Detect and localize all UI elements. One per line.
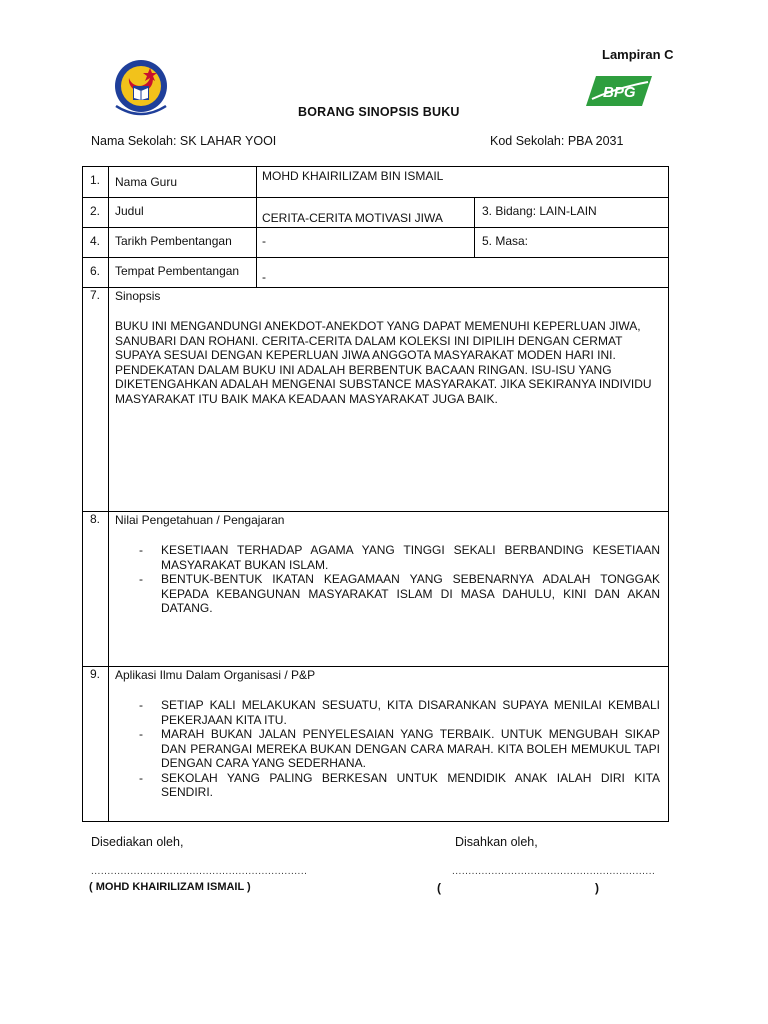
form-row-application bbox=[83, 667, 669, 822]
application-label: Aplikasi Ilmu Dalam Organisasi / P&P bbox=[115, 668, 316, 682]
row-number: 8. bbox=[83, 512, 109, 667]
approved-by-label: Disahkan oleh, bbox=[455, 835, 538, 849]
list-item: - SEKOLAH YANG PALING BERKESAN UNTUK MENDIDIK ANAK IALAH DIRI KITA SENDIRI. bbox=[139, 771, 660, 800]
synopsis-paragraph: PENDEKATAN DALAM BUKU INI ADALAH BERBENTUK BACAAN RINGAN. ISU-ISU YANG DIKETENGAHKAN ADALAH MENGENAI SUBSTANCE MASYARAKAT. JIKA SEKIRANYA INDIVIDU MASYARAKAT ITU BAIK MAKA KEADAAN MASYARAKAT JUGA BAIK. bbox=[115, 362, 652, 406]
teacher-name-label: Nama Guru bbox=[109, 167, 257, 198]
form-row-title bbox=[83, 198, 669, 228]
time-field[interactable]: 5. Masa: bbox=[475, 228, 669, 258]
presentation-venue-label: Tempat Pembentangan bbox=[109, 258, 257, 288]
teacher-name-value[interactable]: MOHD KHAIRILIZAM BIN ISMAIL bbox=[257, 167, 669, 198]
form-row-teacher bbox=[83, 167, 669, 198]
school-name: Nama Sekolah: SK LAHAR YOOI bbox=[91, 134, 277, 148]
prepared-by-name: ( MOHD KHAIRILIZAM ISMAIL ) bbox=[89, 881, 251, 893]
row-number: 7. bbox=[83, 288, 109, 512]
synopsis-form-table bbox=[82, 166, 669, 822]
row-number: 1. bbox=[83, 167, 109, 198]
form-row-values bbox=[83, 512, 669, 667]
application-cell[interactable] bbox=[109, 667, 669, 822]
list-item: - KESETIAAN TERHADAP AGAMA YANG TINGGI SEKALI BERBANDING KESETIAAN MASYARAKAT BUKAN ISLAM. bbox=[139, 543, 660, 572]
bpg-logo bbox=[586, 74, 652, 108]
list-item: - SETIAP KALI MELAKUKAN SESUATU, KITA DISARANKAN SUPAYA MENILAI KEMBALI PEKERJAAN KITA ITU. bbox=[139, 698, 660, 727]
values-list bbox=[139, 543, 660, 616]
prepared-signature-line[interactable]: .................................................................. bbox=[91, 866, 308, 877]
row-number: 4. bbox=[83, 228, 109, 258]
row-number: 9. bbox=[83, 667, 109, 822]
book-title-label: Judul bbox=[109, 198, 257, 228]
form-row-date bbox=[83, 228, 669, 258]
presentation-venue-value[interactable]: - bbox=[257, 258, 669, 288]
book-title-value[interactable]: CERITA-CERITA MOTIVASI JIWA bbox=[257, 198, 475, 228]
form-row-venue bbox=[83, 258, 669, 288]
kpm-logo bbox=[106, 58, 176, 122]
row-number: 2. bbox=[83, 198, 109, 228]
field-value[interactable]: 3. Bidang: LAIN-LAIN bbox=[475, 198, 669, 228]
application-list bbox=[139, 698, 660, 800]
form-row-synopsis bbox=[83, 288, 669, 512]
presentation-date-label: Tarikh Pembentangan bbox=[109, 228, 257, 258]
svg-text:BPG: BPG bbox=[603, 84, 636, 101]
row-number: 6. bbox=[83, 258, 109, 288]
prepared-by-label: Disediakan oleh, bbox=[91, 835, 184, 849]
approved-signature-line[interactable]: .............................................................. bbox=[452, 866, 656, 877]
approved-name-open-paren: ( bbox=[437, 881, 441, 895]
synopsis-paragraph: BUKU INI MENGANDUNGI ANEKDOT-ANEKDOT YANG DAPAT MEMENUHI KEPERLUAN JIWA, SANUBARI DAN ROHANI. CERITA-CERITA DALAM KOLEKSI INI DIPILIH DENGAN CERMAT SUPAYA SESUAI DENGAN KEPERLUAN JIWA ANGGOTA MASYARAKAT MODEN HARI INI. bbox=[115, 319, 641, 362]
synopsis-cell[interactable] bbox=[109, 288, 669, 512]
values-cell[interactable] bbox=[109, 512, 669, 667]
appendix-label: Lampiran C bbox=[602, 47, 674, 62]
values-label: Nilai Pengetahuan / Pengajaran bbox=[115, 513, 285, 527]
list-item: - BENTUK-BENTUK IKATAN KEAGAMAAN YANG SEBENARNYA ADALAH TONGGAK KEPADA KEBANGUNAN MASYARAKAT ISLAM DI MASA DAHULU, KINI DAN AKAN DATANG. bbox=[139, 572, 660, 616]
synopsis-label: Sinopsis bbox=[115, 289, 161, 303]
approved-name-close-paren: ) bbox=[595, 881, 599, 895]
list-item: - MARAH BUKAN JALAN PENYELESAIAN YANG TERBAIK. UNTUK MENGUBAH SIKAP DAN PERANGAI MEREKA BUKAN DENGAN CARA MARAH. KITA BOLEH MEMUKUL TAPI DENGAN CARA YANG SEDERHANA. bbox=[139, 727, 660, 771]
school-code: Kod Sekolah: PBA 2031 bbox=[490, 134, 624, 148]
presentation-date-value[interactable]: - bbox=[257, 228, 475, 258]
form-title: BORANG SINOPSIS BUKU bbox=[298, 105, 460, 119]
